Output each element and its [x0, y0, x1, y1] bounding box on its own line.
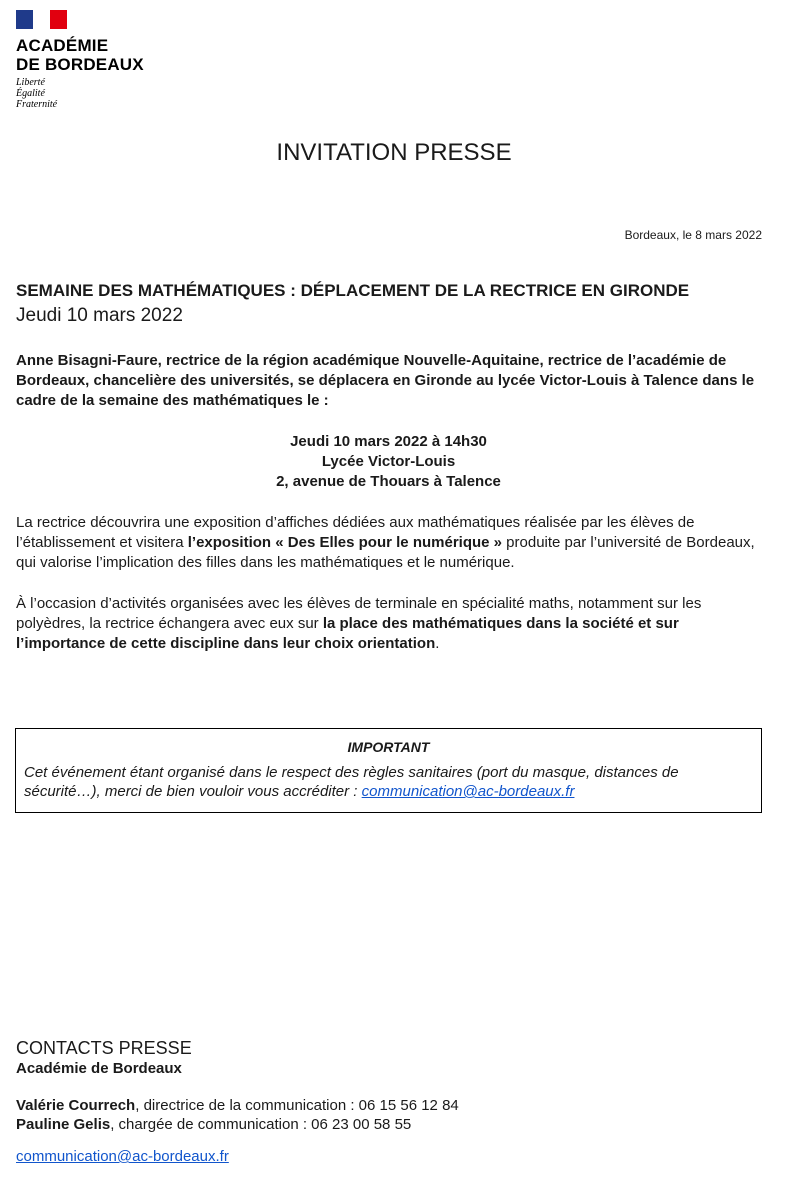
contact-name: Pauline Gelis — [16, 1116, 111, 1133]
contacts-title: CONTACTS PRESSE — [16, 1038, 192, 1058]
para2-highlight: la place des mathématiques dans la société et sur l’importance de cette discipline dans leur choix orientation — [16, 615, 679, 652]
motto-fraternite: Fraternité — [16, 99, 58, 110]
org-name — [16, 36, 144, 74]
contact-role: , chargée de communication : 06 23 00 58 55 — [110, 1116, 412, 1133]
para1-text-c: produite par l’université de Bordeaux, qui valorise l’implication des filles dans les mathématiques et le numérique. — [16, 534, 755, 571]
subhead-date: Jeudi 10 mars 2022 — [16, 305, 183, 326]
intro-paragraph: Anne Bisagni-Faure, rectrice de la région académique Nouvelle-Aquitaine, rectrice de l’académie de Bordeaux, chancelière des universités, se déplacera en Gironde au lycée Victor-Louis à Talence dans le cadre de la semaine des mathématiques le : — [16, 352, 755, 409]
para2-text-c: . — [435, 635, 440, 652]
para2-text-a: À l’occasion d’activités organisées avec les élèves de terminale en spécialité maths, notamment sur les polyèdres, la rectrice échangera avec eux sur — [16, 595, 702, 632]
important-body: Cet événement étant organisé dans le respect des règles sanitaires (port du masque, distances de sécurité…), merci de bien vouloir vous accréditer : — [24, 764, 679, 800]
motto — [16, 77, 144, 110]
org-line1: ACADÉMIE — [16, 36, 109, 55]
contacts-org: Académie de Bordeaux — [16, 1060, 182, 1077]
contact-name: Valérie Courrech — [16, 1097, 136, 1114]
accreditation-email-link[interactable]: communication@ac-bordeaux.fr — [361, 783, 575, 800]
event-address: 2, avenue de Thouars à Talence — [276, 473, 501, 490]
motto-liberte: Liberté — [16, 77, 45, 88]
headline: SEMAINE DES MATHÉMATIQUES : DÉPLACEMENT DE LA RECTRICE EN GIRONDE — [16, 281, 690, 300]
french-flag-icon — [16, 10, 67, 29]
motto-egalite: Égalité — [16, 88, 45, 99]
event-details — [16, 432, 761, 492]
contact-item — [16, 1116, 411, 1133]
event-datetime: Jeudi 10 mars 2022 à 14h30 — [290, 433, 487, 450]
important-box — [15, 728, 762, 813]
event-place: Lycée Victor-Louis — [321, 453, 456, 470]
org-line2: DE BORDEAUX — [16, 55, 144, 74]
paragraph-activites — [16, 594, 764, 654]
contacts-email-link[interactable]: communication@ac-bordeaux.fr — [16, 1148, 229, 1165]
important-title: IMPORTANT — [347, 739, 430, 755]
contact-role: , directrice de la communication : 06 15 56 12 84 — [135, 1097, 459, 1114]
para1-highlight: l’exposition « Des Elles pour le numérique » — [187, 534, 503, 551]
para1-text-a: La rectrice découvrira une exposition d’affiches dédiées aux mathématiques réalisée par les élèves de l’établissement et visitera — [16, 514, 695, 551]
paragraph-exposition — [16, 513, 764, 573]
important-text — [24, 763, 749, 801]
dateline: Bordeaux, le 8 mars 2022 — [624, 228, 762, 242]
academie-logo — [16, 10, 144, 110]
page-title: INVITATION PRESSE — [276, 139, 512, 166]
contact-item — [16, 1097, 459, 1114]
